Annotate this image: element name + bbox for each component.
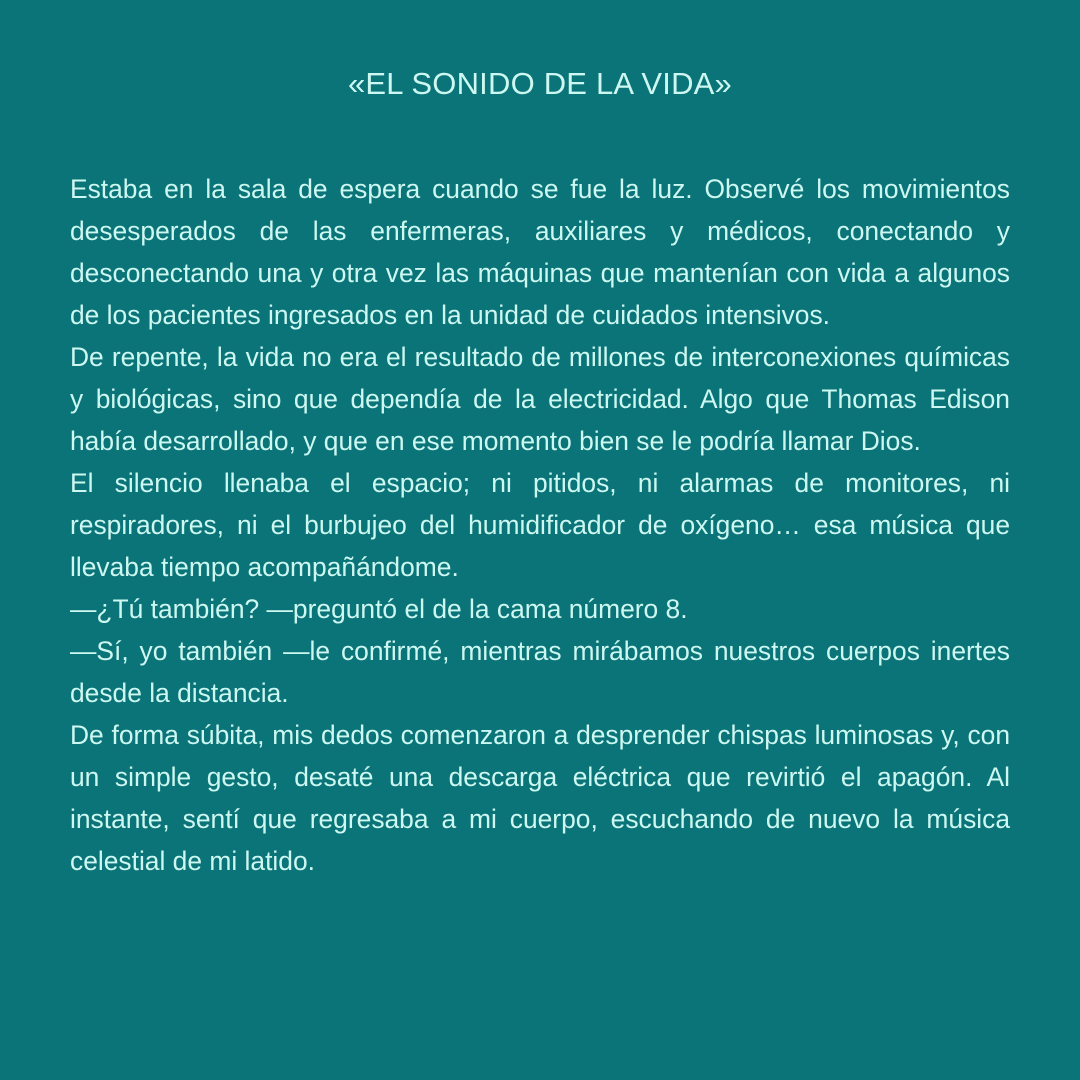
paragraph: Estaba en la sala de espera cuando se fue la luz. Observé los movimientos desesperados de las enfermeras, auxiliares y médicos, conectando y desconectando una y otra vez las máquinas que mantenían con vida a algunos de los pacientes ingresados en la unidad de cuidados intensivos. [70,174,1010,330]
paragraph: De forma súbita, mis dedos comenzaron a desprender chispas luminosas y, con un simple gesto, desaté una descarga eléctrica que revirtió el apagón. Al instante, sentí que regresaba a mi cuerpo, escuchando de nuevo la música celestial de mi latido. [70,720,1010,876]
paragraph: De repente, la vida no era el resultado de millones de interconexiones químicas y biológicas, sino que dependía de la electricidad. Algo que Thomas Edison había desarrollado, y que en ese momento bien se le podría llamar Dios. [70,342,1010,456]
paragraph: El silencio llenaba el espacio; ni pitidos, ni alarmas de monitores, ni respiradores, ni el burbujeo del humidificador de oxígeno… esa música que llevaba tiempo acompañándome. [70,468,1010,582]
paragraph: —¿Tú también? —preguntó el de la cama número 8. [70,594,688,624]
story-body [70,168,1010,882]
paragraph: —Sí, yo también —le confirmé, mientras mirábamos nuestros cuerpos inertes desde la distancia. [70,636,1010,708]
story-title: «EL SONIDO DE LA VIDA» [347,66,732,101]
